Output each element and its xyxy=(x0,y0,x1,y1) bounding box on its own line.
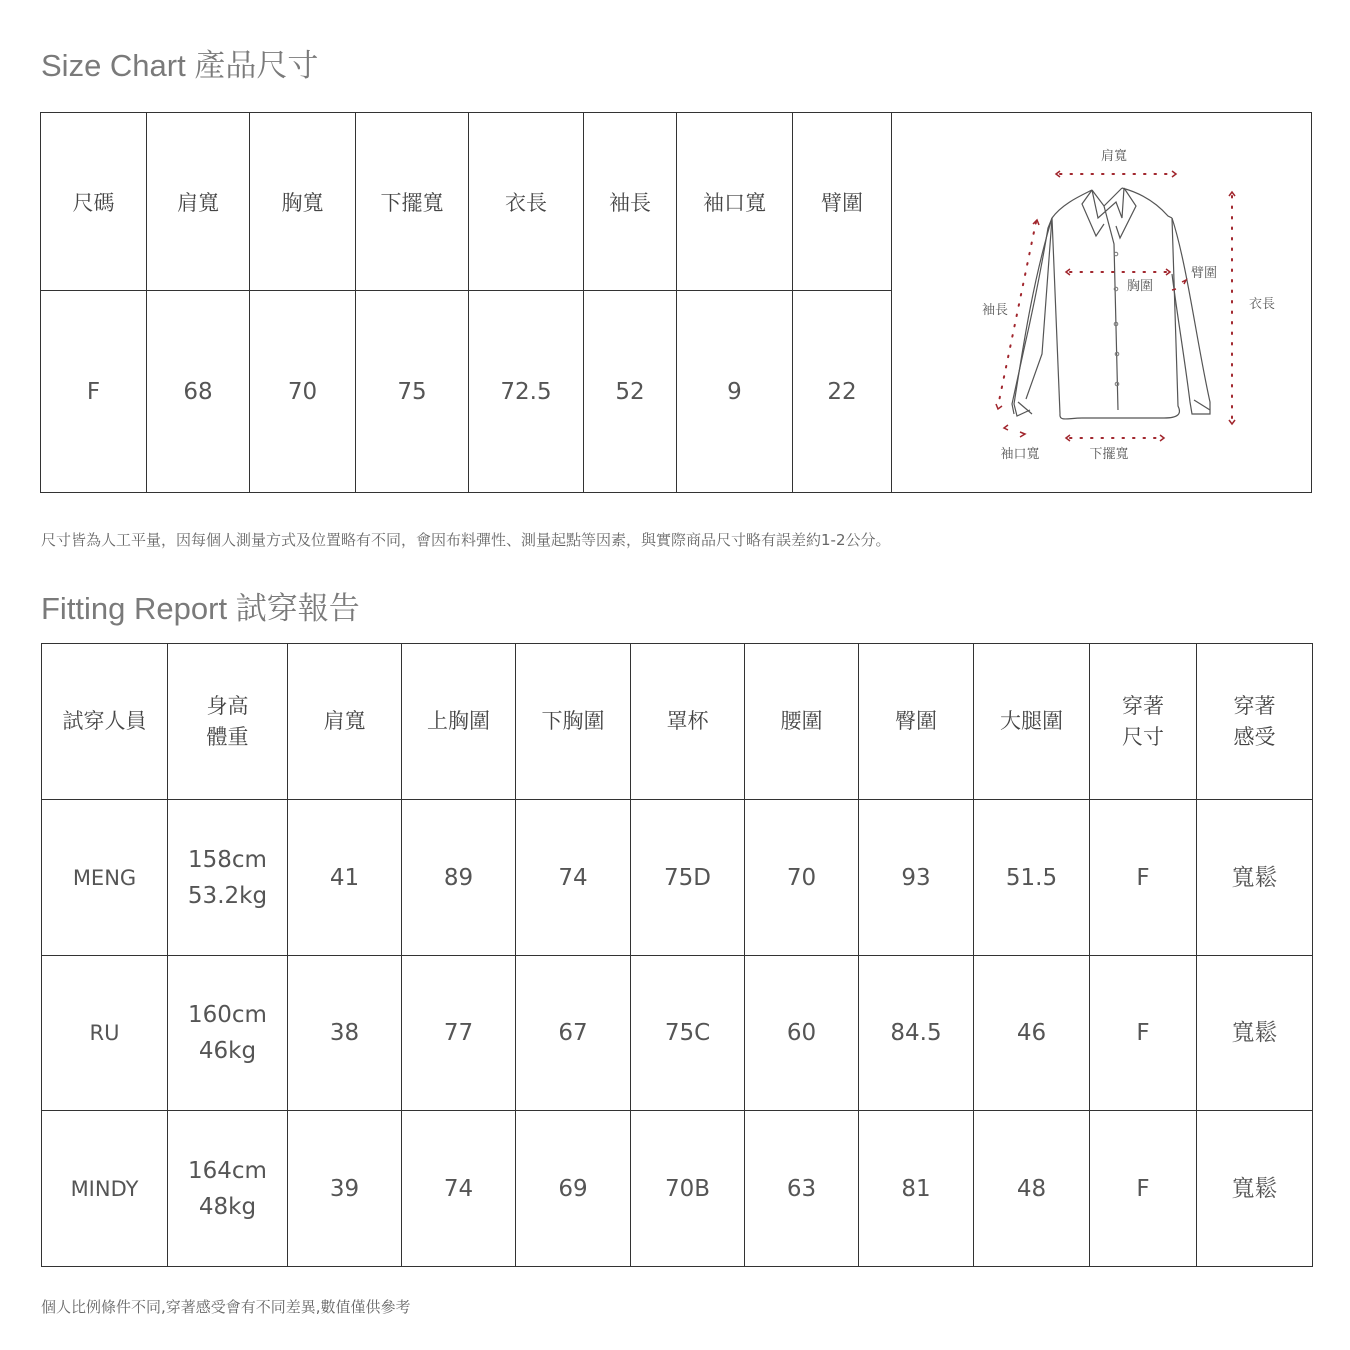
size-header-cell: 臂圍 xyxy=(793,113,892,291)
tester-height-weight: 160cm 46kg xyxy=(168,956,288,1111)
size-header-cell: 肩寬 xyxy=(147,113,250,291)
diagram-label-arm: 臂圍 xyxy=(1190,265,1218,281)
tester-size: F xyxy=(1090,800,1197,956)
fitting-header-thigh: 大腿圍 xyxy=(974,644,1090,800)
tester-cup: 75C xyxy=(631,956,745,1111)
fitting-header-tester: 試穿人員 xyxy=(42,644,168,800)
fitting-header-row xyxy=(42,644,1313,800)
diagram-label-hem: 下擺寬 xyxy=(1089,446,1129,462)
tester-shoulder: 38 xyxy=(288,956,402,1111)
tester-waist: 60 xyxy=(745,956,859,1111)
fitting-header-waist: 腰圍 xyxy=(745,644,859,800)
fitting-header-upper-bust: 上胸圍 xyxy=(402,644,516,800)
tester-size: F xyxy=(1090,1111,1197,1267)
size-cell: 75 xyxy=(356,291,469,493)
tester-height-weight: 158cm 53.2kg xyxy=(168,800,288,956)
tester-thigh: 51.5 xyxy=(974,800,1090,956)
tester-waist: 70 xyxy=(745,800,859,956)
fitting-header-hip: 臀圍 xyxy=(859,644,974,800)
size-header-row xyxy=(41,113,1312,291)
tester-upper-bust: 74 xyxy=(402,1111,516,1267)
size-cell: 22 xyxy=(793,291,892,493)
tester-feel: 寬鬆 xyxy=(1197,956,1313,1111)
fitting-header-cup: 罩杯 xyxy=(631,644,745,800)
tester-under-bust: 74 xyxy=(516,800,631,956)
size-header-cell: 袖長 xyxy=(584,113,677,291)
fitting-report-title: Fitting Report 試穿報告 xyxy=(41,591,360,626)
tester-hip: 84.5 xyxy=(859,956,974,1111)
tester-under-bust: 69 xyxy=(516,1111,631,1267)
fitting-row xyxy=(42,956,1313,1111)
size-header-cell: 下擺寬 xyxy=(356,113,469,291)
tester-upper-bust: 77 xyxy=(402,956,516,1111)
tester-feel: 寬鬆 xyxy=(1197,1111,1313,1267)
shirt-diagram-cell xyxy=(892,113,1312,493)
size-header-cell: 尺碼 xyxy=(41,113,147,291)
size-header-cell: 袖口寬 xyxy=(677,113,793,291)
tester-under-bust: 67 xyxy=(516,956,631,1111)
tester-name: MENG xyxy=(42,800,168,956)
tester-cup: 75D xyxy=(631,800,745,956)
fitting-row xyxy=(42,1111,1313,1267)
size-chart-note: 尺寸皆為人工平量，因每個人測量方式及位置略有不同，會因布料彈性、測量起點等因素，與實際商品尺寸略有誤差約1-2公分。 xyxy=(41,531,891,549)
fitting-row xyxy=(42,800,1313,956)
size-chart-title: Size Chart 產品尺寸 xyxy=(41,48,319,83)
fitting-header-size: 穿著 尺寸 xyxy=(1090,644,1197,800)
diagram-label-sleeve: 袖長 xyxy=(981,302,1009,318)
tester-shoulder: 39 xyxy=(288,1111,402,1267)
tester-shoulder: 41 xyxy=(288,800,402,956)
tester-name: MINDY xyxy=(42,1111,168,1267)
size-header-cell: 胸寬 xyxy=(250,113,356,291)
tester-waist: 63 xyxy=(745,1111,859,1267)
shirt-measurement-diagram xyxy=(892,114,1310,492)
size-cell: 9 xyxy=(677,291,793,493)
diagram-label-length: 衣長 xyxy=(1248,296,1276,312)
tester-hip: 81 xyxy=(859,1111,974,1267)
diagram-label-chest: 胸圍 xyxy=(1126,278,1154,294)
tester-upper-bust: 89 xyxy=(402,800,516,956)
tester-thigh: 46 xyxy=(974,956,1090,1111)
shirt-outline-icon xyxy=(1012,188,1210,419)
tester-height-weight: 164cm 48kg xyxy=(168,1111,288,1267)
tester-cup: 70B xyxy=(631,1111,745,1267)
size-header-cell: 衣長 xyxy=(469,113,584,291)
diagram-label-cuff: 袖口寬 xyxy=(1000,446,1040,462)
fitting-header-height-weight: 身高 體重 xyxy=(168,644,288,800)
size-cell: 52 xyxy=(584,291,677,493)
tester-thigh: 48 xyxy=(974,1111,1090,1267)
tester-name: RU xyxy=(42,956,168,1111)
size-cell: 72.5 xyxy=(469,291,584,493)
tester-hip: 93 xyxy=(859,800,974,956)
tester-size: F xyxy=(1090,956,1197,1111)
fitting-report-table xyxy=(41,643,1313,1267)
size-cell: 68 xyxy=(147,291,250,493)
size-chart-table xyxy=(40,112,1312,493)
size-cell: F xyxy=(41,291,147,493)
tester-feel: 寬鬆 xyxy=(1197,800,1313,956)
fitting-header-under-bust: 下胸圍 xyxy=(516,644,631,800)
fitting-header-feel: 穿著 感受 xyxy=(1197,644,1313,800)
diagram-label-shoulder: 肩寬 xyxy=(1100,148,1128,164)
fitting-header-shoulder: 肩寬 xyxy=(288,644,402,800)
size-cell: 70 xyxy=(250,291,356,493)
fitting-report-note: 個人比例條件不同,穿著感受會有不同差異,數值僅供參考 xyxy=(41,1298,411,1316)
